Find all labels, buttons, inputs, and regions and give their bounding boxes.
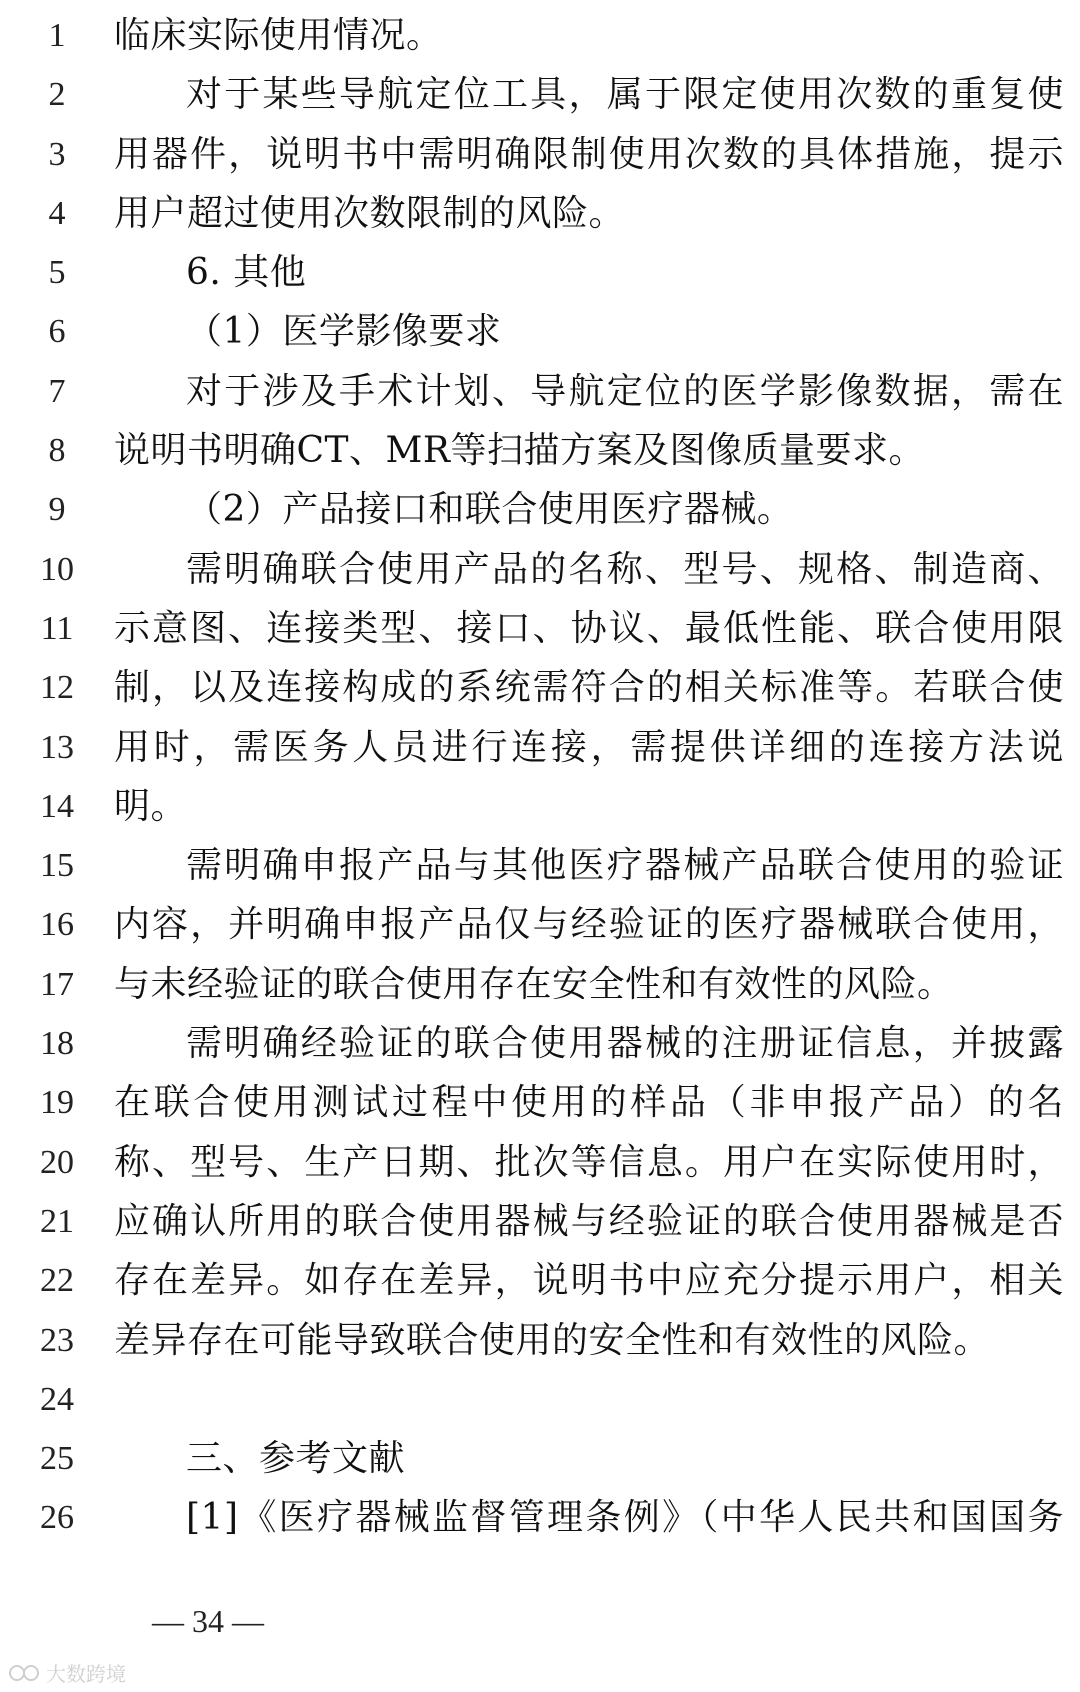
line-number: 13 [40,728,74,766]
line-number: 5 [48,254,66,292]
line-text: 需明确联合使用产品的名称、型号、规格、制造商、 [186,548,1064,590]
line-text: 内容，并明确申报产品仅与经验证的医疗器械联合使用， [114,904,1064,946]
line-text: 与未经验证的联合使用存在安全性和有效性的风险。 [114,963,954,1005]
document-line [0,599,1080,658]
document-line [0,1073,1080,1132]
watermark-logo-icon [8,1662,42,1684]
line-number: 6 [48,313,66,351]
line-number: 1 [48,17,66,54]
document-line [0,125,1080,184]
line-text: 对于某些导航定位工具，属于限定使用次数的重复使 [186,74,1064,116]
document-line [0,65,1080,124]
line-text: 说明书明确CT、MR等扫描方案及图像质量要求。 [114,430,926,472]
document-line [0,955,1080,1014]
document-line [0,6,1080,65]
document-line [0,895,1080,954]
watermark-text: 大数跨境 [46,1662,126,1686]
line-text: 应确认所用的联合使用器械与经验证的联合使用器械是否 [114,1200,1064,1242]
document-line [0,658,1080,717]
document-line [0,1014,1080,1073]
line-number: 10 [40,550,74,588]
line-text: 需明确经验证的联合使用器械的注册证信息，并披露 [186,1023,1064,1065]
document-line [0,1251,1080,1310]
line-text: 三、参考文献 [186,1438,406,1480]
document-line [0,777,1080,836]
line-number: 21 [40,1202,74,1240]
line-text: [1]《医疗器械监督管理条例》（中华人民共和国国务 [186,1497,1064,1539]
line-number: 18 [40,1025,74,1063]
line-number: 3 [48,135,66,173]
line-text: 制，以及连接构成的系统需符合的相关标准等。若联合使 [114,667,1064,709]
line-text: 对于涉及手术计划、导航定位的医学影像数据，需在 [186,370,1064,412]
document-line [0,718,1080,777]
document-line [0,1488,1080,1547]
line-number: 12 [40,669,74,707]
document-line [0,362,1080,421]
line-number: 23 [40,1321,74,1359]
line-number: 2 [48,76,66,114]
document-line [0,1311,1080,1370]
document-line [0,302,1080,361]
document-line [0,243,1080,302]
document-body [0,6,1080,1548]
line-text: 用器件，说明书中需明确限制使用次数的具体措施，提示 [114,133,1064,175]
document-line [0,480,1080,539]
document-line [0,540,1080,599]
line-number: 20 [40,1143,74,1181]
line-number: 15 [40,847,74,885]
line-number: 4 [48,194,66,232]
line-number: 17 [40,965,74,1003]
line-number: 7 [48,372,66,410]
document-line [0,1192,1080,1251]
line-text: 用户超过使用次数限制的风险。 [114,192,626,234]
document-line [0,1133,1080,1192]
document-line [0,1429,1080,1488]
line-text: （2）产品接口和联合使用医疗器械。 [186,489,794,531]
line-text: 临床实际使用情况。 [114,15,443,56]
line-number: 8 [48,432,66,470]
document-line [0,184,1080,243]
line-text: 存在差异。如存在差异，说明书中应充分提示用户，相关 [114,1260,1064,1302]
line-text: 6. 其他 [186,252,307,294]
line-text: 明。 [114,785,188,827]
line-text: 用时，需医务人员进行连接，需提供详细的连接方法说 [114,726,1064,768]
page-number: — 34 — [152,1603,264,1639]
line-text: 示意图、连接类型、接口、协议、最低性能、联合使用限 [114,607,1064,649]
line-number: 22 [40,1262,74,1300]
document-line [0,421,1080,480]
line-number: 26 [40,1499,74,1537]
document-line [0,1370,1080,1429]
line-text: 需明确申报产品与其他医疗器械产品联合使用的验证 [186,845,1064,887]
line-number: 11 [40,609,74,647]
line-number: 25 [40,1440,74,1478]
line-text: 在联合使用测试过程中使用的样品（非申报产品）的名 [114,1082,1064,1124]
line-number: 19 [40,1084,74,1122]
watermark [8,1658,126,1687]
line-number: 24 [40,1380,74,1418]
line-text: 称、型号、生产日期、批次等信息。用户在实际使用时， [114,1141,1064,1183]
line-text: （1）医学影像要求 [186,311,502,353]
line-number: 14 [40,787,74,825]
line-number: 16 [40,906,74,944]
document-line [0,836,1080,895]
line-text: 差异存在可能导致联合使用的安全性和有效性的风险。 [114,1319,991,1361]
line-number: 9 [48,491,66,529]
